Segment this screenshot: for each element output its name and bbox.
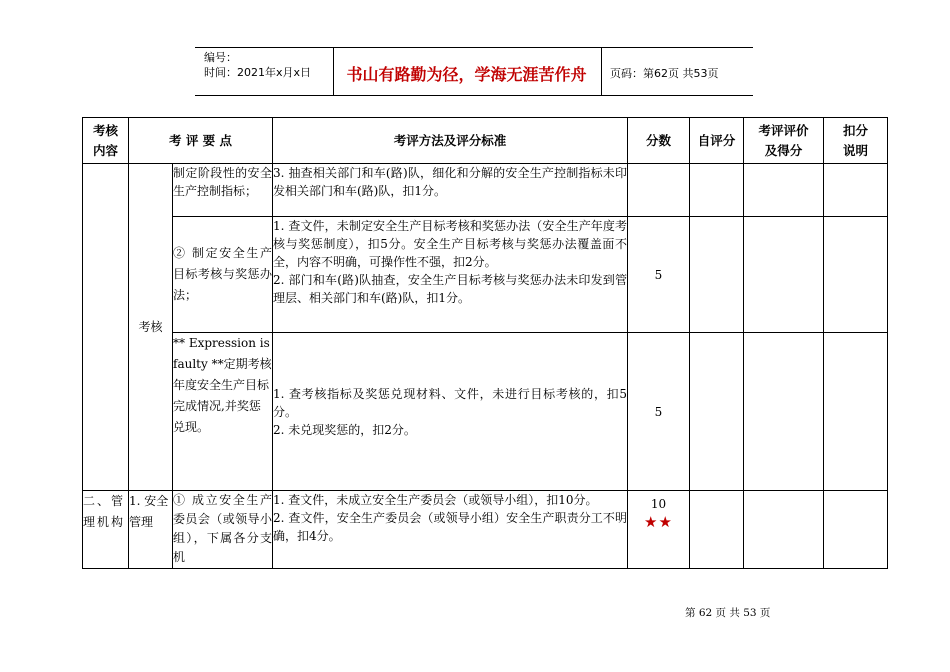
- self-score-cell: [690, 333, 744, 491]
- sub-point-cell: ① 成立安全生产委员会（或领导小组），下属各分支机: [173, 491, 273, 569]
- score-value: 10: [650, 497, 667, 511]
- header-meta: [204, 50, 311, 80]
- header-divider-right: [601, 47, 602, 95]
- eval-score-cell: [744, 217, 824, 333]
- header-method: 考评方法及评分标准: [273, 118, 628, 164]
- time-label: 时间：2021年x月x日: [204, 66, 312, 79]
- method-cell: 1. 查考核指标及奖惩兑现材料、文件，未进行目标考核的，扣5分。 2. 未兑现奖惩的，扣2分。: [273, 333, 628, 491]
- eval-score-cell: [744, 333, 824, 491]
- table-row: [83, 491, 888, 569]
- header-content: 考核内容: [83, 118, 129, 164]
- header-motto: 书山有路勤为径，学海无涯苦作舟: [346, 65, 587, 84]
- score-cell: [628, 491, 690, 569]
- eval-score-cell: [744, 164, 824, 217]
- content-cell-empty: [83, 164, 129, 491]
- method-cell: 1. 查文件，未制定安全生产目标考核和奖惩办法（安全生产年度考核与奖惩制度），扣5分。安全生产目标考核与奖惩办法覆盖面不全，内容不明确，可操作性不强，扣2分。 2. 部门和车(路)队抽查，安全生产目标考核与奖惩办法未印发到管理层、相关部门和车(路)队，扣1分。: [273, 217, 628, 333]
- self-score-cell: [690, 491, 744, 569]
- assessment-table: [82, 117, 888, 569]
- header-deduction: 扣分说明: [824, 118, 888, 164]
- sub-point-cell: ② 制定安全生产目标考核与奖惩办法；: [173, 217, 273, 333]
- self-score-cell: [690, 217, 744, 333]
- header-top-rule: [195, 47, 753, 48]
- header-eval-score: 考评评价及得分: [744, 118, 824, 164]
- table-row: [83, 217, 888, 333]
- merged-point-text: 考核: [138, 320, 163, 334]
- point-cell: 1. 安全管理: [129, 491, 173, 569]
- header-score: 分数: [628, 118, 690, 164]
- eval-score-cell: [744, 491, 824, 569]
- score-cell: 5: [628, 333, 690, 491]
- star-icon: ★★: [644, 513, 673, 531]
- table-header-row: [83, 118, 888, 164]
- header-page-info: 页码：第62页 共53页: [610, 67, 719, 80]
- method-cell: 3. 抽查相关部门和车(路)队，细化和分解的安全生产控制指标未印发相关部门和车(路)队，扣1分。: [273, 164, 628, 217]
- table-row: [83, 164, 888, 217]
- score-cell: 5: [628, 217, 690, 333]
- merged-point-cell: [129, 164, 173, 491]
- page-footer: 第 62 页 共 53 页: [685, 607, 771, 619]
- header-points: 考 评 要 点: [129, 118, 273, 164]
- deduction-cell: [824, 217, 888, 333]
- serial-label: 编号：: [204, 51, 237, 64]
- sub-point-cell: 制定阶段性的安全生产控制指标；: [173, 164, 273, 217]
- content-cell: 二、管理机构: [83, 491, 129, 569]
- header-self-score: 自评分: [690, 118, 744, 164]
- method-cell: 1. 查文件，未成立安全生产委员会（或领导小组），扣10分。 2. 查文件，安全生产委员会（或领导小组）安全生产职责分工不明确，扣4分。: [273, 491, 628, 569]
- deduction-cell: [824, 164, 888, 217]
- sub-point-cell: ** Expression is faulty **定期考核年度安全生产目标完成情况,并奖惩兑现。: [173, 333, 273, 491]
- table-row: [83, 333, 888, 491]
- self-score-cell: [690, 164, 744, 217]
- deduction-cell: [824, 333, 888, 491]
- deduction-cell: [824, 491, 888, 569]
- score-cell: [628, 164, 690, 217]
- header-bottom-rule: [195, 95, 753, 96]
